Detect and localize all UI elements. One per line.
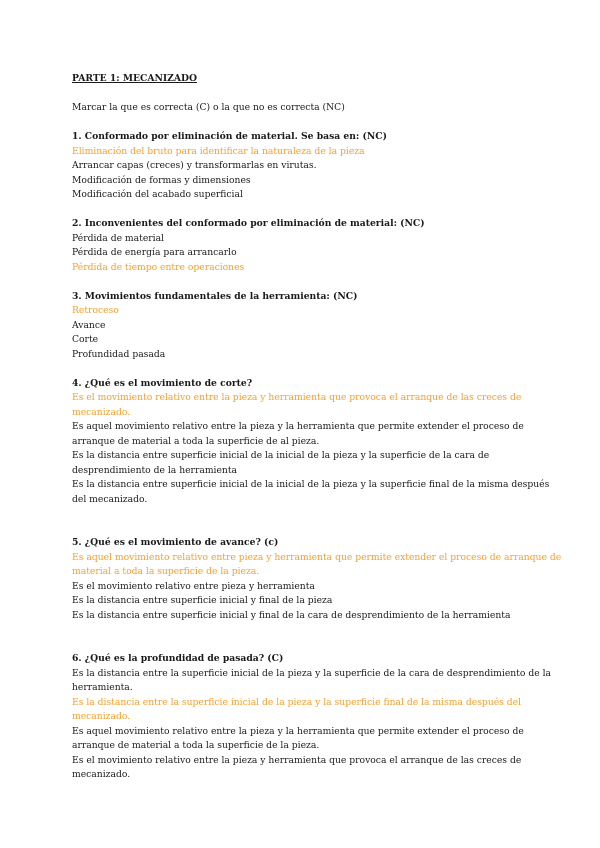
- part-title: PARTE 1: MECANIZADO: [72, 73, 197, 84]
- answer-option: Corte: [72, 334, 99, 345]
- answer-option: Modificación de formas y dimensiones: [72, 174, 251, 186]
- question-6: [72, 652, 551, 783]
- answer-option-line: Es aquel movimiento relativo entre la pieza y la herramienta que permite extender el proceso de: [72, 725, 524, 737]
- question-title: 6. ¿Qué es la profundidad de pasada? (C): [72, 653, 284, 664]
- answer-option-line: material a toda la superficie de la pieza.: [72, 566, 260, 577]
- answer-option-line: Es la distancia entre superficie inicial y final de la cara de desprendimiento de la herramienta: [72, 609, 511, 621]
- answer-option: Pérdida de material: [72, 232, 165, 244]
- answer-option-line: Es el movimiento relativo entre la pieza y herramienta que provoca el arranque de las creces de: [72, 754, 522, 766]
- answer-option-line: arranque de material a toda la superficie de la pieza.: [72, 740, 320, 751]
- question-5: [72, 536, 562, 623]
- answer-option: Pérdida de tiempo entre operaciones: [72, 261, 245, 273]
- answer-option-line: desprendimiento de la herramienta: [72, 464, 237, 476]
- answer-option-line: del mecanizado.: [72, 493, 148, 505]
- question-1: [72, 130, 542, 203]
- question-title: 3. Movimientos fundamentales de la herramienta: (NC): [72, 290, 358, 302]
- answer-option: Retroceso: [72, 305, 119, 316]
- question-3: [72, 290, 542, 363]
- answer-option-line: Es aquel movimiento relativo entre la pieza y la herramienta que permite extender el proceso de: [72, 421, 524, 432]
- question-title: 2. Inconvenientes del conformado por eliminación de material: (NC): [72, 218, 425, 229]
- answer-option: Eliminación del bruto para identificar la naturaleza de la pieza: [72, 145, 365, 157]
- answer-option-line: Es la distancia entre la superficie inicial de la pieza y la superficie final de la misma después del: [72, 696, 522, 708]
- answer-option-line: arranque de material a toda la superficie de al pieza.: [72, 435, 320, 447]
- answer-option-line: Es la distancia entre la superficie inicial de la pieza y la superficie de la cara de desprendimiento de la: [72, 667, 551, 679]
- answer-option-line: Es la distancia entre superficie inicial de la inicial de la pieza y la superficie final de la misma después: [72, 479, 550, 490]
- answer-option-line: Es la distancia entre superficie inicial de la inicial de la pieza y la superficie de la cara de: [72, 450, 490, 461]
- answer-option-line: mecanizado.: [72, 769, 131, 780]
- answer-option: Avance: [72, 319, 106, 331]
- answer-option-line: Es el movimiento relativo entre pieza y herramienta: [72, 580, 315, 592]
- question-4: [72, 377, 550, 508]
- answer-option-line: Es el movimiento relativo entre la pieza y herramienta que provoca el arranque de las creces de: [72, 392, 522, 403]
- answer-option-line: mecanizado.: [72, 406, 131, 418]
- question-title: 1. Conformado por eliminación de material. Se basa en: (NC): [72, 131, 387, 142]
- instructions: Marcar la que es correcta (C) o la que no es correcta (NC): [72, 102, 345, 113]
- document-content: [72, 72, 562, 783]
- answer-option-line: Es aquel movimiento relativo entre pieza y herramienta que permite extender el proceso de arranque de: [72, 551, 562, 563]
- question-2: [72, 217, 542, 275]
- answer-option-line: Es la distancia entre superficie inicial y final de la pieza: [72, 595, 333, 606]
- answer-option: Profundidad pasada: [72, 348, 166, 360]
- answer-option-line: herramienta.: [72, 682, 133, 693]
- answer-option: Pérdida de energía para arrancarlo: [72, 247, 237, 258]
- answer-option: Modificación del acabado superficial: [72, 189, 243, 200]
- answer-option-line: mecanizado.: [72, 711, 131, 722]
- question-title: 4. ¿Qué es el movimiento de corte?: [72, 377, 253, 389]
- answer-option: Arrancar capas (creces) y transformarlas en virutas.: [72, 160, 317, 171]
- question-title: 5. ¿Qué es el movimiento de avance? (c): [72, 537, 279, 548]
